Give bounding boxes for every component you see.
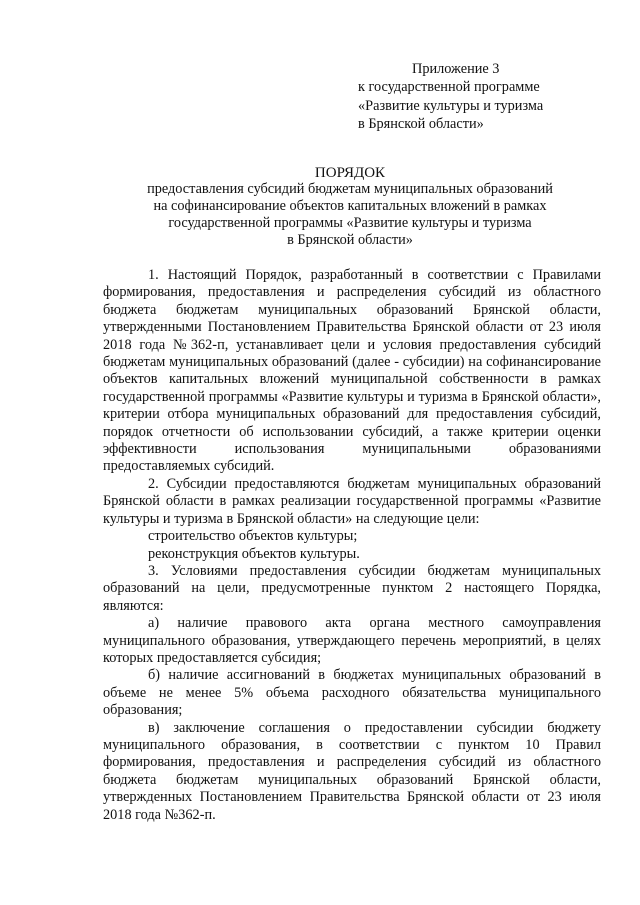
- appendix-line-2: к государственной программе: [358, 79, 540, 96]
- subtitle-line-3: государственной программы «Развитие культуры и туризма: [168, 215, 532, 231]
- list-item-construction: строительство объектов культуры;: [148, 528, 358, 545]
- appendix-line-3: «Развитие культуры и туризма: [358, 97, 544, 114]
- paragraph-3: 3. Условиями предоставления субсидии бюджетам муниципальных образований на цели, предусмотренные пунктом 2 настоящего Порядка, являются:: [103, 562, 601, 614]
- document-body: [103, 267, 601, 824]
- list-item-reconstruction: реконструкция объектов культуры.: [148, 545, 360, 562]
- appendix-line-4: в Брянской области»: [358, 116, 484, 133]
- subtitle-line-1: предоставления субсидий бюджетам муниципальных образований: [147, 181, 553, 197]
- condition-v: в) заключение соглашения о предоставлении субсидии бюджету муниципального образования, в соответствии с пунктом 10 Правил формирования, предоставления и распределения субсидий из областного бюджета бюджетам муниципальных образований Брянской области, утвержденных Постановлением Правительства Брянской области от 23 июля 2018 года №362-п.: [103, 719, 601, 823]
- condition-b: б) наличие ассигнований в бюджетах муниципальных образований в объеме не менее 5% объема расходного обязательства муниципального образования;: [103, 667, 601, 719]
- condition-a: а) наличие правового акта органа местного самоуправления муниципального образования, утверждающего перечень мероприятий, в целях которых предоставляется субсидия;: [103, 615, 601, 666]
- paragraph-2: 2. Субсидии предоставляются бюджетам муниципальных образований Брянской области в рамках реализации государственной программы «Развитие культуры и туризма в Брянской области» на следующие цели:: [103, 475, 601, 527]
- appendix-line-1: Приложение 3: [412, 61, 500, 77]
- document-title: ПОРЯДОК: [314, 165, 386, 181]
- document-subtitle: [100, 181, 600, 249]
- appendix-block: [358, 60, 618, 134]
- paragraph-1: 1. Настоящий Порядок, разработанный в соответствии с Правилами формирования, предоставления и распределения субсидий из областного бюджета бюджетам муниципальных образований Брянской области, утвержденными Постановлением Правительства Брянской области от 23 июля 2018 года №362-п, устанавливает цели и условия предоставления субсидий бюджетам муниципальных образований (далее - субсидии) на софинансирование объектов капитальных вложений муниципальной собственности в рамках государственной программы «Развитие культуры и туризма в Брянской области», критерии отбора муниципальных образований для предоставления субсидий, порядок отчетности об использовании субсидий, а также критерии оценки эффективности использования муниципальными образованиями предоставляемых субсидий.: [103, 267, 601, 475]
- subtitle-line-2: на софинансирование объектов капитальных вложений в рамках: [153, 198, 547, 214]
- subtitle-line-4: в Брянской области»: [287, 232, 413, 248]
